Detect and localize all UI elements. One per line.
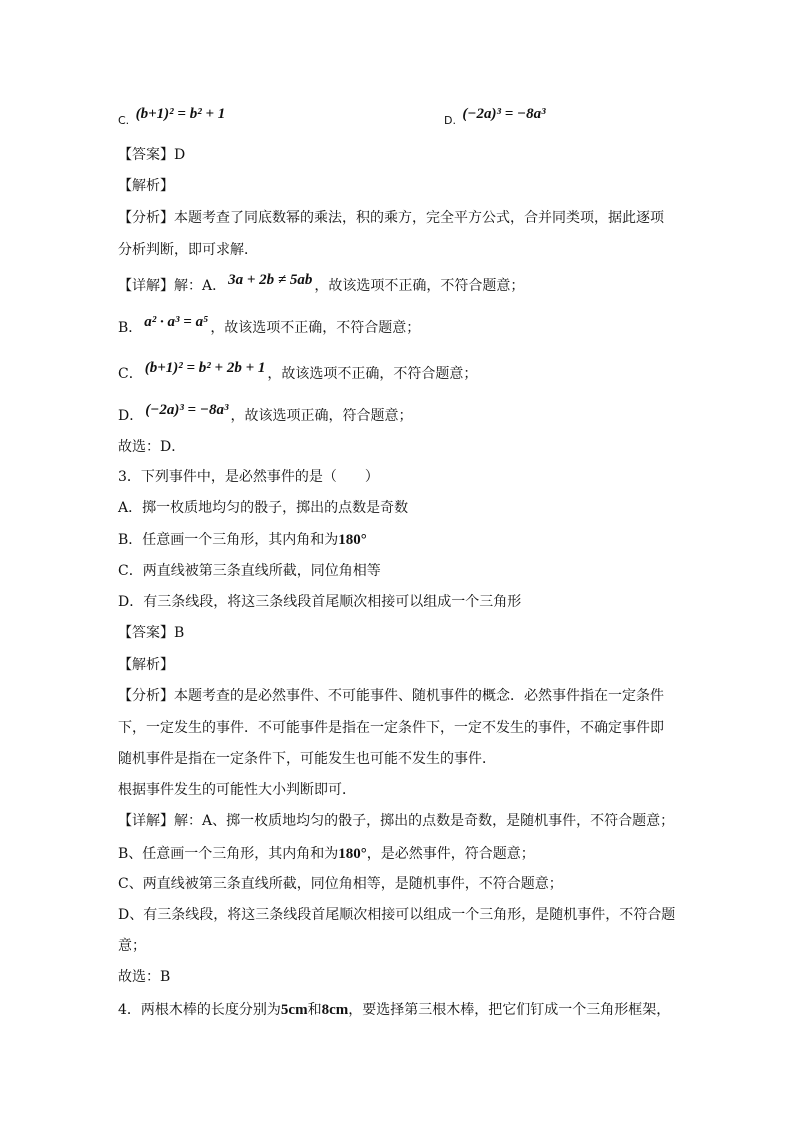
q3-detail-a: 【详解】解：A、掷一枚质地均匀的骰子，掷出的点数是奇数，是随机事件，不符合题意； xyxy=(118,813,675,829)
q2-detail-d-expression: (−2a)³ = −8a³ xyxy=(145,402,229,418)
q2-analysis-line: 【分析】本题考查了同底数幂的乘法，积的乘方，完全平方公式，合并同类项，据此逐项 xyxy=(118,210,664,226)
option-c-expression: (b+1)² = b² + 1 xyxy=(135,106,226,122)
q3-detail-d: D、有三条线段，将这三条线段首尾顺次相接可以组成一个三角形，是随机事件，不符合题 xyxy=(118,907,676,923)
q3-detail-b-math: 180° xyxy=(338,846,367,862)
option-c-label: C. xyxy=(118,114,130,127)
q3-detail-c: C、两直线被第三条直线所截，同位角相等，是随机事件，不符合题意； xyxy=(118,876,563,892)
q2-detail-b-text: ，故该选项不正确，不符合题意； xyxy=(210,320,421,336)
q4-length-2: 8cm xyxy=(321,1002,349,1018)
q3-option-b-text: B．任意画一个三角形，其内角和为 xyxy=(118,532,339,548)
q3-analysis-title: 【解析】 xyxy=(118,657,174,673)
q2-conclusion: 故选：D． xyxy=(118,439,186,455)
q2-answer: 【答案】D xyxy=(118,147,186,163)
q2-detail-b-expression: a² · a³ = a⁵ xyxy=(144,314,209,330)
q3-detail-b xyxy=(118,844,688,864)
option-c-row xyxy=(118,106,688,131)
q3-detail-b-text: B、任意画一个三角形，其内角和为 xyxy=(118,846,339,862)
q2-detail-d-label: D． xyxy=(118,408,144,424)
q3-detail-b-suffix: ，是必然事件，符合题意； xyxy=(366,846,535,862)
q4-length-1: 5cm xyxy=(280,1002,308,1018)
q3-analysis-line: 随机事件是指在一定条件下，可能发生也可能不发生的事件． xyxy=(118,751,496,767)
q2-detail-c-text: ，故该选项不正确，不符合题意； xyxy=(267,366,478,382)
q2-detail-a-text: ，故该选项不正确，不符合题意； xyxy=(314,278,525,294)
q2-detail-c xyxy=(118,360,688,384)
q3-analysis-line: 下，一定发生的事件．不可能事件是指在一定条件下，一定不发生的事件，不确定事件即 xyxy=(118,720,664,736)
q3-option-d: D．有三条线段，将这三条线段首尾顺次相接可以组成一个三角形 xyxy=(118,594,522,610)
q2-analysis-title: 【解析】 xyxy=(118,178,174,194)
q3-detail-d-continued: 意； xyxy=(118,938,146,954)
q2-detail-prefix: 【详解】解：A． xyxy=(118,278,227,294)
q2-detail-d xyxy=(118,402,688,426)
option-d-row xyxy=(444,106,548,131)
q4-stem-suffix: ，要选择第三根木棒，把它们钉成一个三角形框架， xyxy=(348,1002,671,1018)
q2-detail-d-text: ，故该选项正确，符合题意； xyxy=(230,408,413,424)
q3-option-a: A．掷一枚质地均匀的骰子，掷出的点数是奇数 xyxy=(118,500,409,516)
q2-detail-b xyxy=(118,314,688,338)
q3-option-b xyxy=(118,530,688,550)
q3-conclusion: 故选：B xyxy=(118,969,171,985)
q3-stem: 3．下列事件中，是必然事件的是（ ） xyxy=(118,469,379,485)
q2-detail-b-label: B． xyxy=(118,320,143,336)
option-d-expression: (−2a)³ = −8a³ xyxy=(462,106,546,122)
q2-detail-c-expression: (b+1)² = b² + 2b + 1 xyxy=(144,360,266,376)
q3-option-b-math: 180° xyxy=(338,532,367,548)
q3-option-c: C．两直线被第三条直线所截，同位角相等 xyxy=(118,563,381,579)
q2-detail-a-expression: 3a + 2b ≠ 5ab xyxy=(228,272,313,288)
q4-stem-prefix: 4．两根木棒的长度分别为 xyxy=(118,1002,281,1018)
q2-detail-c-label: C． xyxy=(118,366,143,382)
q2-detail-a xyxy=(118,272,688,296)
q3-answer: 【答案】B xyxy=(118,625,185,641)
q3-analysis-line: 根据事件发生的可能性大小判断即可． xyxy=(118,782,356,798)
q4-stem-mid: 和 xyxy=(307,1002,322,1018)
option-d-label: D. xyxy=(444,114,456,127)
q4-stem xyxy=(118,1000,688,1020)
q3-analysis-line: 【分析】本题考查的是必然事件、不可能事件、随机事件的概念．必然事件指在一定条件 xyxy=(118,688,664,704)
q2-analysis-line: 分析判断，即可求解． xyxy=(118,242,258,258)
